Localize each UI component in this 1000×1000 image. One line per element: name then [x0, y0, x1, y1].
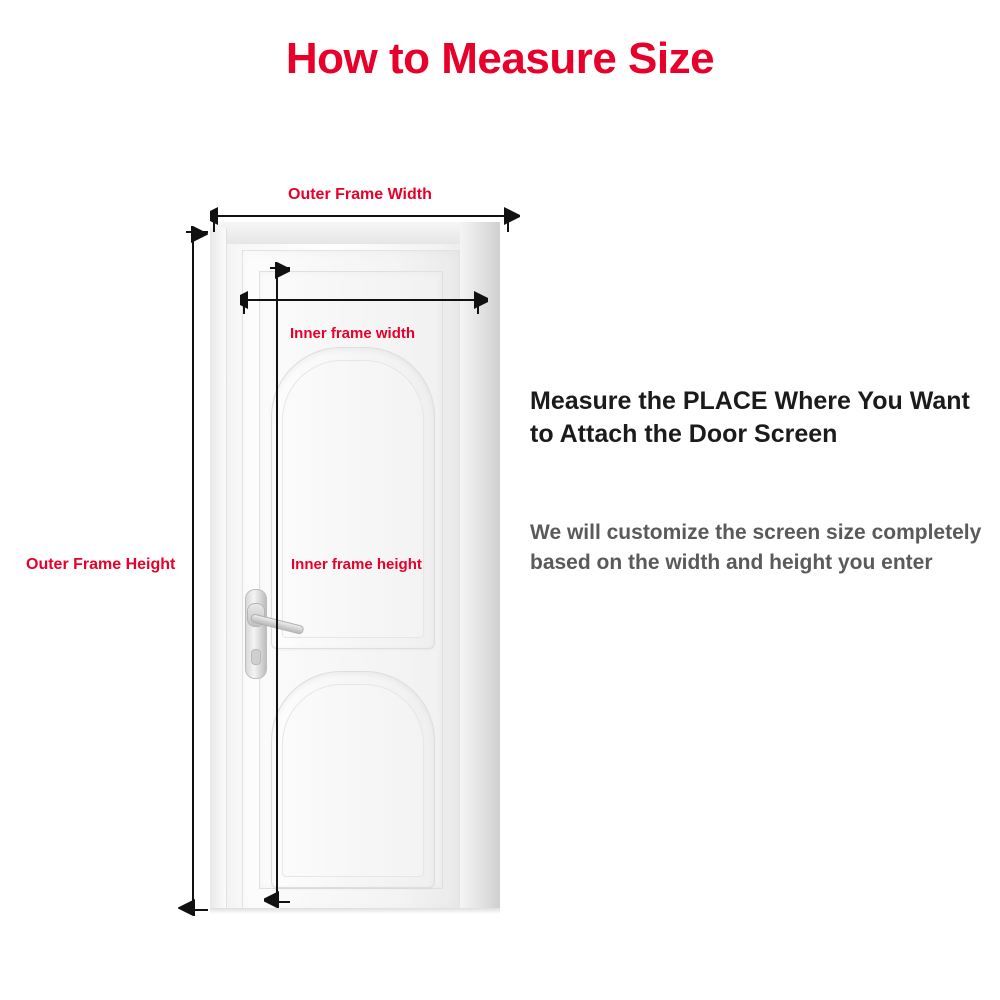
door-keyhole	[251, 649, 261, 665]
inner-frame-width-label: Inner frame width	[290, 325, 416, 342]
subtext: We will customize the screen size completely based on the width and height you enter	[530, 521, 982, 574]
door-upper-panel-inner	[282, 360, 424, 638]
door-frame-right-jamb	[460, 222, 500, 912]
headline-text: Measure the PLACE Where You Want to Attach the Door Screen	[530, 387, 970, 448]
inner-frame-height-label: Inner frame height	[291, 556, 422, 573]
outer-frame-height-label: Outer Frame Height	[26, 556, 176, 573]
door-upper-panel	[271, 347, 435, 649]
outer-frame-height-arrow	[178, 226, 208, 916]
outer-frame-width-label: Outer Frame Width	[288, 186, 432, 203]
door-lower-panel	[271, 671, 435, 888]
door-frame-left-jamb	[210, 228, 227, 912]
inner-frame-height-arrow	[264, 262, 290, 908]
door-lower-panel-inner	[282, 684, 424, 877]
page-title: How to Measure Size	[285, 34, 715, 83]
floor-shadow	[210, 908, 500, 914]
